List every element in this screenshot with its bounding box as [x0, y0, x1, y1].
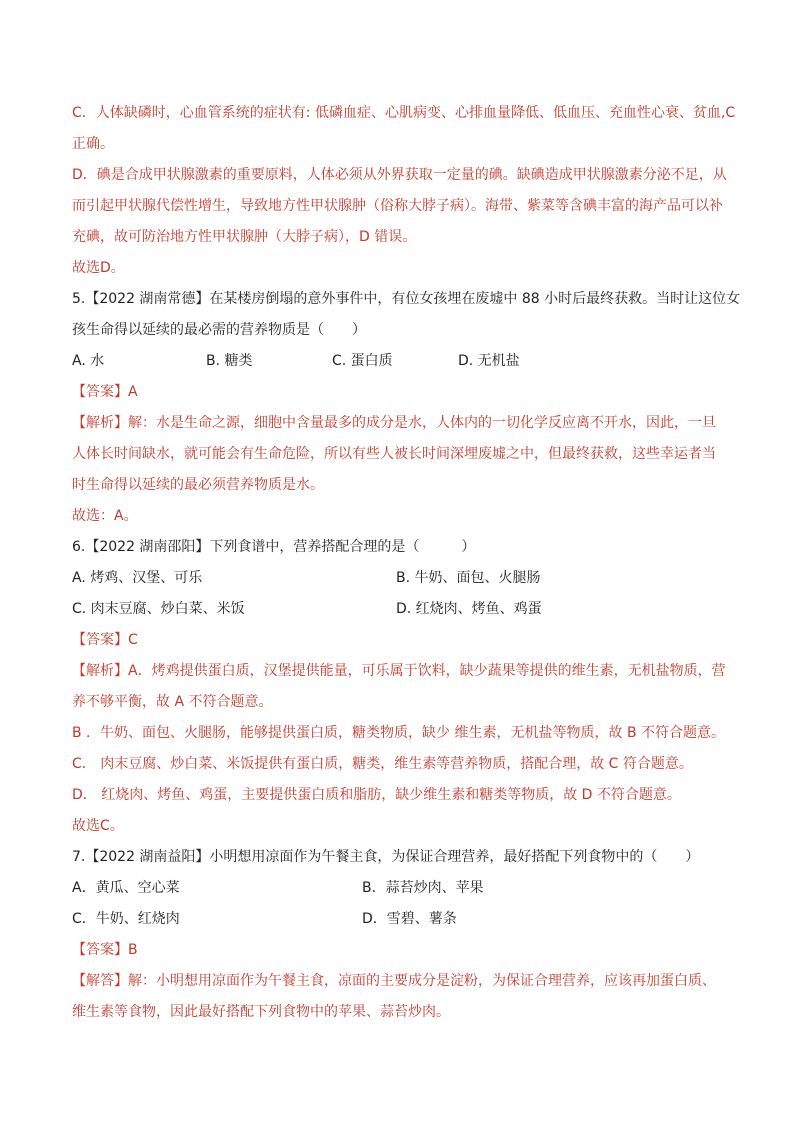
- q6-stem: 6.【2022 湖南邵阳】下列食谱中，营养搭配合理的是（ ）: [72, 539, 476, 555]
- q6-option-a: A. 烤鸡、汉堡、可乐: [72, 570, 203, 586]
- q6-analysis-c: C． 肉末豆腐、炒白菜、米饭提供有蛋白质，糖类，维生素等营养物质，搭配合理，故 C 符合题意。: [72, 756, 693, 772]
- q7-options-row-1: [72, 873, 732, 904]
- q5-analysis-line-1: 【解析】解：水是生命之源，细胞中含量最多的成分是水，人体内的一切化学反应离不开水，因此，一旦: [72, 415, 716, 431]
- q6-option-d: D. 红烧肉、烤鱼、鸡蛋: [396, 601, 542, 617]
- prev-conclusion: 故选D。: [72, 260, 125, 276]
- q5-conclusion: 故选：A。: [72, 508, 138, 524]
- q7-answer: 【答案】B: [72, 942, 138, 958]
- q5-options: [72, 346, 732, 377]
- q5-answer: 【答案】A: [72, 384, 138, 400]
- q6-conclusion: 故选C。: [72, 818, 124, 834]
- q5-option-c: C. 蛋白质: [332, 353, 393, 369]
- q6-analysis-a-line-2: 养不够平衡，故 A 不符合题意。: [72, 694, 273, 710]
- q7-options-row-2: [72, 904, 732, 935]
- q6-options-row-1: [72, 563, 732, 594]
- q6-option-b: B. 牛奶、面包、火腿肠: [396, 570, 541, 586]
- q5-option-d: D. 无机盐: [458, 353, 520, 369]
- prev-option-d-line-3: 充碘，故可防治地方性甲状腺肿（大脖子病），D 错误。: [72, 229, 417, 245]
- q5-analysis-line-2: 人体长时间缺水，就可能会有生命危险，所以有些人被长时间深埋废墟之中，但最终获救，这些幸运者当: [72, 446, 716, 462]
- q5-stem-line-1: 5.【2022 湖南常德】在某楼房倒塌的意外事件中，有位女孩埋在废墟中 88 小时后最终获救。当时让这位女: [72, 291, 741, 307]
- q5-analysis-line-3: 时生命得以延续的最必须营养物质是水。: [72, 477, 324, 493]
- prev-option-d-line-2: 而引起甲状腺代偿性增生，导致地方性甲状腺肿（俗称大脖子病）。海带、紫菜等含碘丰富的海产品可以补: [72, 198, 723, 214]
- q7-analysis-line-2: 维生素等食物，因此最好搭配下列食物中的苹果、蒜苔炒肉。: [72, 1004, 450, 1020]
- q7-option-c: C．牛奶、红烧肉: [72, 911, 180, 927]
- q5-option-a: A. 水: [72, 353, 105, 369]
- q7-analysis-line-1: 【解答】解：小明想用凉面作为午餐主食，凉面的主要成分是淀粉，为保证合理营养，应该再加蛋白质、: [72, 973, 716, 989]
- q6-option-c: C. 肉末豆腐、炒白菜、米饭: [72, 601, 245, 617]
- prev-option-d-line-1: D．碘是合成甲状腺激素的重要原料，人体必须从外界获取一定量的碘。缺碘造成甲状腺激素分泌不足，从: [72, 167, 727, 183]
- q6-answer: 【答案】C: [72, 632, 138, 648]
- prev-option-c-line-1: C．人体缺磷时，心血管系统的症状有: 低磷血症、心肌病变、心排血量降低、低血压、充血性心衰、贫血,C: [72, 105, 736, 121]
- q5-stem-line-2: 孩生命得以延续的最必需的营养物质是（ ）: [72, 322, 366, 338]
- document-page: [72, 98, 741, 1028]
- q5-option-b: B. 糖类: [206, 353, 253, 369]
- q6-analysis-b: B ．牛奶、面包、火腿肠，能够提供蛋白质，糖类物质，缺少 维生素，无机盐等物质，故 B 不符合题意。: [72, 725, 726, 741]
- q6-analysis-a-line-1: 【解析】A．烤鸡提供蛋白质，汉堡提供能量，可乐属于饮料，缺少蔬果等提供的维生素，无机盐物质，营: [72, 663, 726, 679]
- prev-option-c-line-2: 正确。: [72, 136, 114, 152]
- q7-option-b: B．蒜苔炒肉、苹果: [362, 880, 484, 896]
- q7-option-d: D．雪碧、薯条: [362, 911, 457, 927]
- q7-option-a: A．黄瓜、空心菜: [72, 880, 180, 896]
- q7-stem: 7.【2022 湖南益阳】小明想用凉面作为午餐主食，为保证合理营养，最好搭配下列食物中的（ ）: [72, 849, 700, 865]
- q6-analysis-d: D． 红烧肉、烤鱼、鸡蛋，主要提供蛋白质和脂肪，缺少维生素和糖类等物质，故 D 不符合题意。: [72, 787, 681, 803]
- q6-options-row-2: [72, 594, 732, 625]
